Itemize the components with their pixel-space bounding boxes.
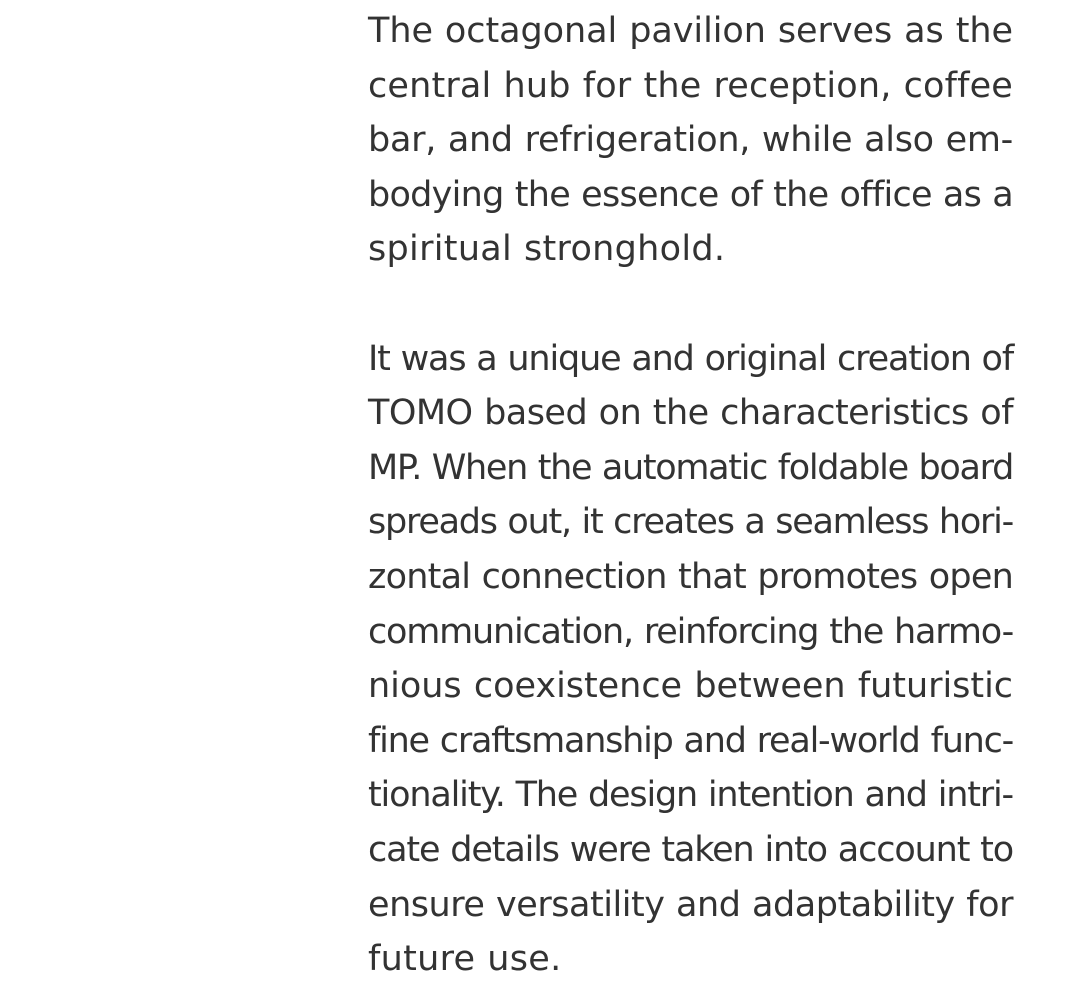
text-line: tionality. The design intention and intri- [368, 775, 1013, 816]
text-line: spreads out, it creates a seamless hori- [368, 502, 1013, 543]
text-line: future use. [368, 939, 562, 980]
text-line: communication, reinforcing the harmo- [368, 611, 1013, 652]
text-line: nious coexistence between futuristic [368, 666, 1013, 707]
text-line: spiritual stronghold. [368, 229, 726, 270]
paragraph-pavilion [368, 4, 1013, 277]
text-line: zontal connection that promotes open [368, 556, 1013, 597]
text-line: cate details were taken into account to [368, 829, 1013, 870]
article-body [368, 4, 1013, 987]
text-line: ensure versatility and adaptability for [368, 884, 1013, 925]
text-line: MP. When the automatic foldable board [368, 447, 1013, 488]
text-line: bar, and refrigeration, while also em- [368, 120, 1013, 161]
text-line: The octagonal pavilion serves as the [368, 11, 1013, 51]
paragraph-tomo [368, 332, 1013, 987]
text-line: bodying the essence of the office as a [368, 174, 1013, 215]
text-line: TOMO based on the characteristics of [368, 393, 1013, 434]
text-line: fine craftsmanship and real-world func- [368, 720, 1013, 761]
text-line: It was a unique and original creation of [368, 338, 1013, 379]
text-line: central hub for the reception, coffee [368, 65, 1013, 106]
